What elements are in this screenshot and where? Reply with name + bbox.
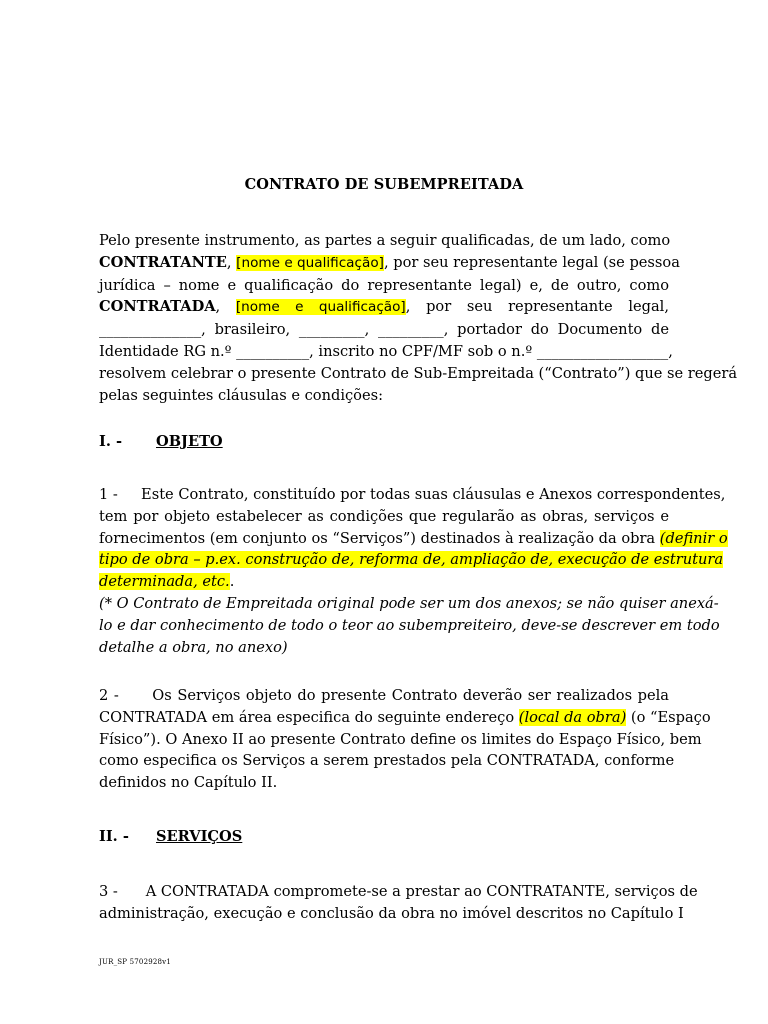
clause-2-line-5: definidos no Capítulo II. [99, 774, 278, 792]
obra-type-placeholder-end: determinada, etc. [99, 573, 230, 591]
preamble-line-6: Identidade RG n.º __________, inscrito no CPF/MF sob o n.º __________________, [99, 342, 673, 360]
clause-3-line-1: 3 - A CONTRATADA compromete-se a prestar ao CONTRATANTE, serviços de [99, 883, 698, 900]
clause-1-line-1: 1 - Este Contrato, constituído por todas suas cláusulas e Anexos correspondentes, [99, 486, 726, 503]
clause-1-line-3 [99, 528, 728, 550]
clause-1-line-2: tem por objeto estabelecer as condições que regularão as obras, serviços e [99, 507, 669, 525]
clause-2-line-2 [99, 707, 711, 729]
preamble-line-2 [99, 252, 680, 275]
preamble-line-2-rest: , por seu representante legal (se pessoa [383, 253, 680, 271]
section-number: I. - [99, 433, 123, 450]
section-label: SERVIÇOS [156, 828, 243, 845]
clause-1-line-3-text: fornecimentos (em conjunto os “Serviços”) destinados à realização da obra [99, 529, 660, 547]
contratante-placeholder: [nome e qualificação] [236, 254, 384, 271]
document-footer-id: JUR_SP 5702928v1 [99, 958, 171, 966]
period: . [229, 573, 235, 591]
clause-3-line-2: administração, execução e conclusão da obra no imóvel descritos no Capítulo I [99, 904, 684, 922]
preamble-line-8: pelas seguintes cláusulas e condições: [99, 386, 384, 404]
section-heading-servicos [99, 828, 242, 845]
local-da-obra-placeholder: (local da obra) [518, 708, 627, 726]
preamble-line-5: ______________, brasileiro, _________, _________, portador do Documento de [99, 321, 669, 339]
clause-1-note-line-2: lo e dar conhecimento de todo o teor ao subempreiteiro, deve-se descrever em todo [99, 616, 720, 634]
preamble-line-4-rest: , por seu representante legal, [405, 298, 669, 316]
obra-type-placeholder-middle: tipo de obra – p.ex. construção de, reforma de, ampliação de, execução de estrutura [99, 551, 724, 569]
contratante-label: CONTRATANTE [99, 253, 227, 271]
preamble-line-1: Pelo presente instrumento, as partes a seguir qualificadas, de um lado, como [99, 232, 671, 249]
section-heading-objeto [99, 433, 223, 450]
obra-type-placeholder-start: (definir o [659, 529, 728, 547]
document-title: CONTRATO DE SUBEMPREITADA [244, 176, 524, 193]
clause-2-line-3: Físico”). O Anexo II ao presente Contrato define os limites do Espaço Físico, bem [99, 730, 702, 748]
clause-1-note-line-1: (* O Contrato de Empreitada original pode ser um dos anexos; se não quiser anexá- [99, 594, 719, 612]
clause-1-line-5 [99, 571, 669, 593]
clause-2-paragraph [99, 685, 711, 794]
clause-3-paragraph [99, 881, 698, 925]
clause-2-line-2-text: CONTRATADA em área especifica do seguinte endereço [99, 708, 519, 726]
clause-2-line-4: como especifica os Serviços a serem prestados pela CONTRATADA, conforme [99, 752, 675, 770]
contratada-placeholder: [nome e qualificação] [235, 299, 406, 316]
clause-1-note-line-3: detalhe a obra, no anexo) [99, 638, 288, 656]
clause-1-line-4 [99, 549, 724, 571]
clause-2-line-1: 2 - Os Serviços objeto do presente Contrato deverão ser realizados pela [99, 687, 669, 704]
preamble-line-4 [99, 296, 669, 319]
clause-2-line-2-rest: (o “Espaço [626, 708, 711, 726]
section-number: II. - [99, 828, 129, 845]
preamble-line-3: jurídica – nome e qualificação do representante legal) e, de outro, como [99, 276, 669, 294]
section-label: OBJETO [156, 433, 223, 450]
separator: , [226, 253, 237, 271]
contratada-label: CONTRATADA [99, 298, 216, 316]
clause-1-paragraph [99, 484, 728, 658]
preamble-line-7: resolvem celebrar o presente Contrato de Sub-Empreitada (“Contrato”) que se regerá [99, 364, 738, 382]
preamble-paragraph [99, 230, 738, 406]
separator: , [215, 298, 236, 316]
